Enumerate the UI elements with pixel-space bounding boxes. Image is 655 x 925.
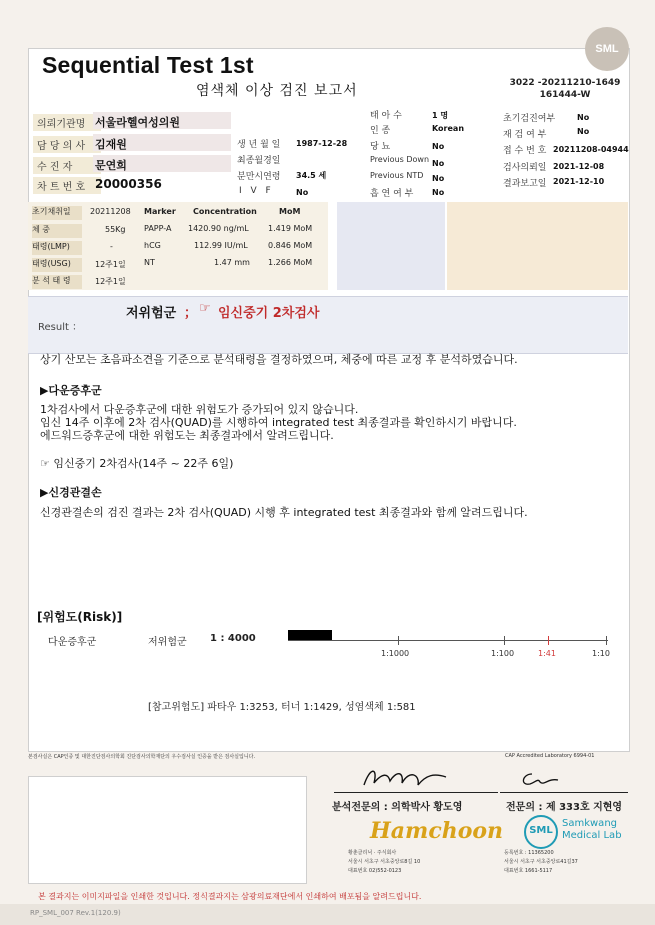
report-date-label: 결과보고일 xyxy=(503,179,547,189)
scale-label-cutoff: 1:41 xyxy=(538,649,556,658)
doctor-value: 김재원 xyxy=(95,138,127,151)
collect-date-value: 20211208 xyxy=(90,207,131,216)
analysis-label: 분 석 태 령 xyxy=(32,275,82,289)
sig2-title: 전문의 : 제 333호 지현영 xyxy=(506,802,623,813)
age-label: 분만시연령 xyxy=(237,172,281,182)
usg-value: 12주1일 xyxy=(95,260,126,269)
smoking-label: 흡 연 여 부 xyxy=(370,189,414,199)
marker-name: PAPP-A xyxy=(144,224,172,233)
reception-no-label: 접 수 번 호 xyxy=(503,146,547,156)
neural-line: 신경관결손의 검진 결과는 2차 검사(QUAD) 시행 후 integrated test 최종결과와 함께 알려드립니다. xyxy=(40,506,528,519)
race-value: Korean xyxy=(432,124,465,133)
birth-label: 생 년 월 일 xyxy=(237,140,281,150)
neural-heading: ▶신경관결손 xyxy=(40,486,102,499)
final-weeks-label: 최종월경일 xyxy=(237,156,281,166)
marker-mom: 1.419 MoM xyxy=(268,224,313,233)
down-line: 에드워드증후군에 대한 위험도는 최종결과에서 알려드립니다. xyxy=(40,429,334,442)
comment-box xyxy=(28,776,307,884)
prev-ntd-value: No xyxy=(432,174,445,183)
result-risk-group: 저위험군 xyxy=(126,306,177,321)
chart-no-label: 차 트 번 호 xyxy=(33,177,101,194)
intro-text: 상기 산모는 초음파소견을 기준으로 분석태령을 결정하였으며, 체중에 따른 교정 후 분석하였습니다. xyxy=(40,353,518,366)
pointer-icon: ☞ xyxy=(199,301,211,316)
retest-value: No xyxy=(577,127,590,136)
lmp-value: - xyxy=(110,242,113,251)
result-box xyxy=(28,296,628,354)
down-line: 임신 14주 이후에 2차 검사(QUAD)를 시행하여 integrated test 최종결과를 확인하시기 바랍니다. xyxy=(40,416,517,429)
reference-risk: [참고위험도] 파타우 1:3253, 터너 1:1429, 성염색체 1:581 xyxy=(148,702,416,713)
cap-note: 본검사실은 CAP인증 및 대한진단검사의학회 진단검사의학재단의 우수검사실 인증을 받은 검사실입니다. xyxy=(28,754,256,760)
scale-tick xyxy=(398,636,399,645)
risk-condition: 다운증후군 xyxy=(48,637,97,648)
lmp-label: 태령(LMP) xyxy=(32,241,82,255)
document-number: 3022 -20211210-1649 161444-W xyxy=(509,78,621,100)
sig2-line xyxy=(500,792,628,793)
hospital-value: 서울라헬여성의원 xyxy=(95,116,181,129)
result-next-test: 임신중기 2차검사 xyxy=(218,306,320,321)
sml-logo: SML xyxy=(585,27,629,71)
sig1-line xyxy=(334,792,498,793)
scale-label: 1:100 xyxy=(491,649,515,658)
risk-ratio: 1 : 4000 xyxy=(210,633,256,644)
age-value: 34.5 세 xyxy=(296,171,327,180)
signature-1 xyxy=(360,765,450,791)
signature-2 xyxy=(518,768,562,790)
marker-header: Marker xyxy=(144,207,176,216)
marker-name: NT xyxy=(144,258,155,267)
request-date-label: 검사의뢰일 xyxy=(503,163,547,173)
report-subtitle: 염색체 이상 검진 보고서 xyxy=(196,83,358,99)
examinee-value: 문연희 xyxy=(95,159,127,172)
analysis-value: 12주1일 xyxy=(95,277,126,286)
risk-scale xyxy=(288,636,612,660)
request-date-value: 2021-12-08 xyxy=(553,162,605,171)
reception-no-value: 20211208-04944 xyxy=(553,145,629,154)
sml-small-logo: SML xyxy=(524,815,558,849)
prev-ntd-label: Previous NTD xyxy=(370,171,424,180)
marker-conc: 112.99 IU/mL xyxy=(194,241,248,250)
fetal-count-label: 태 아 수 xyxy=(370,111,402,121)
scale-label: 1:10 xyxy=(592,649,610,658)
prev-down-value: No xyxy=(432,159,445,168)
report-date-value: 2021-12-10 xyxy=(553,177,605,186)
sig2-info: 등록번호 : 11365200 서울시 서초구 서초중앙로41길37 대표번호 1661-5117 xyxy=(504,850,578,874)
risk-group: 저위험군 xyxy=(148,637,187,648)
concentration-header: Concentration xyxy=(193,207,257,216)
diabetes-label: 당 뇨 xyxy=(370,142,391,152)
sig1-info: 황춘클리닉 · 주식회사 서울시 서초구 서초중앙로8길 10 대표번호 02)552-0123 xyxy=(348,850,421,874)
examinee-label: 수 진 자 xyxy=(33,157,101,174)
birth-value: 1987-12-28 xyxy=(296,139,348,148)
report-title: Sequential Test 1st xyxy=(42,52,254,78)
collect-date-label: 초기채취일 xyxy=(32,206,82,220)
scale-label: 1:1000 xyxy=(381,649,410,658)
hamchoon-logo: Hamchoon xyxy=(370,818,504,844)
risk-heading: [위험도(Risk)] xyxy=(37,610,123,624)
weight-value: 55Kg xyxy=(105,225,126,234)
marker-mom: 0.846 MoM xyxy=(268,241,313,250)
result-label: Result ： xyxy=(38,322,83,333)
marker-conc: 1420.90 ng/mL xyxy=(188,224,249,233)
first-test-value: No xyxy=(577,113,590,122)
result-separator: ； xyxy=(184,306,198,321)
cap-number: CAP Accredited Laboratory 6994-01 xyxy=(505,753,595,759)
down-line: 1차검사에서 다운증후군에 대한 위험도가 증가되어 있지 않습니다. xyxy=(40,403,359,416)
first-test-label: 초기검진여부 xyxy=(503,114,556,124)
weight-label: 체 중 xyxy=(32,224,82,238)
hospital-label: 의뢰기관명 xyxy=(33,114,101,131)
down-heading: ▶다운증후군 xyxy=(40,384,102,397)
scale-tick-cutoff xyxy=(548,636,549,645)
diabetes-value: No xyxy=(432,142,445,151)
form-code: RP_SML_007 Rev.1(120.9) xyxy=(30,909,121,917)
retest-label: 재 검 여 부 xyxy=(503,130,547,140)
mom-header: MoM xyxy=(279,207,301,216)
smoking-value: No xyxy=(432,188,445,197)
blank-panel-blue xyxy=(337,202,445,290)
scale-tick xyxy=(504,636,505,645)
blank-panel-beige xyxy=(447,202,628,290)
ivf-label: I V F xyxy=(239,186,274,196)
usg-label: 태령(USG) xyxy=(32,258,82,272)
disclaimer: 본 결과지는 이미지파일을 인쇄한 것입니다. 정식결과지는 삼광의료재단에서 인쇄하여 배포됨을 알려드립니다. xyxy=(38,892,422,901)
sig1-title: 분석전문의 : 의학박사 황도영 xyxy=(332,802,463,813)
prev-down-label: Previous Down xyxy=(370,155,430,164)
ivf-value: No xyxy=(296,188,309,197)
samkwang-brand: Samkwang Medical Lab xyxy=(562,818,622,841)
chart-no-value: 20000356 xyxy=(95,177,162,191)
marker-mom: 1.266 MoM xyxy=(268,258,313,267)
scale-tick xyxy=(606,636,607,645)
risk-scale-axis xyxy=(288,640,608,641)
marker-name: hCG xyxy=(144,241,161,250)
second-test-line: ☞ 임신중기 2차검사(14주 ~ 22주 6일) xyxy=(40,457,234,470)
fetal-count-value: 1 명 xyxy=(432,111,449,120)
marker-conc: 1.47 mm xyxy=(214,258,250,267)
race-label: 인 종 xyxy=(370,126,391,136)
doctor-label: 담 당 의 사 xyxy=(33,136,101,153)
